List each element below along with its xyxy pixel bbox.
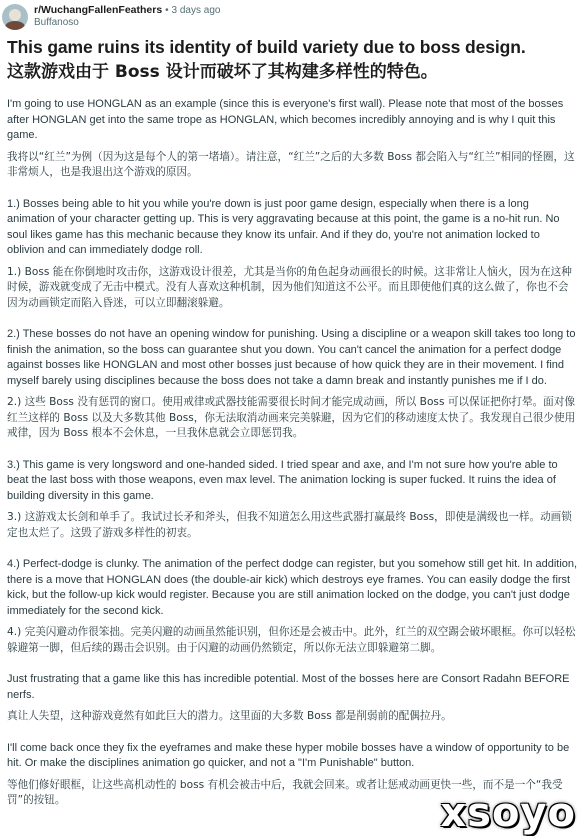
paragraph-point1-en: 1.) Bosses being able to hit you while you're down is just poor game design, especially when there is a long animation of your character getting up. This is very aggravating because at this point, the game is a no-hit run. No soul likes game has this mechanic because they know its unfair. And if they do, you're not animation locked to oblivion and can immediately dodge roll.: [7, 197, 560, 256]
paragraph-closing-zh: 等他们修好眼框，让这些高机动性的 boss 有机会被击中后，我就会回来。或者让惩戒动画更快一些，而不是一个“我受罚”的按钮。: [7, 778, 563, 806]
watermark: xsoyo: [440, 790, 576, 836]
paragraph-intro-en: I'm going to use HONGLAN as an example (since this is everyone's first wall). Please note that most of the bosses after HONGLAN get into the same trope as HONGLAN, which becomes incredibly annoying and is why I quit this game.: [7, 98, 564, 141]
paragraph-frustration-zh: 真让人失望，这种游戏竟然有如此巨大的潜力。这里面的大多数 Boss 都是削弱前的配偶拉丹。: [7, 710, 452, 722]
paragraph-closing-en: I'll come back once they fix the eyeframes and make these hyper mobile bosses have a window of opportunity to be hit. Or make the disciplines animation go quicker, and not a "I'm Punishable" button.: [7, 741, 570, 769]
paragraph-point2-en: 2.) These bosses do not have an opening window for punishing. Using a discipline or a weapon skill takes too long to finish the animation, so the boss can guarantee shut you down. You can't cancel the animation for a perfect dodge against bosses like HONGLAN and most other bosses just because of how quick they are in their movement. I find myself barely using disciplines because the boss does not take a damn break and instantly punishes me if I do.: [7, 328, 576, 387]
post-title-english[interactable]: This game ruins its identity of build variety due to boss design.: [7, 37, 526, 57]
post-body: [7, 97, 579, 809]
post-title-chinese[interactable]: 这款游戏由于 Boss 设计而破坏了其构建多样性的特色。: [7, 62, 438, 82]
post-age: 3 days ago: [171, 5, 221, 16]
paragraph-point1-zh: 1.) Boss 能在你倒地时攻击你，这游戏设计很差，尤其是当你的角色起身动画很长的时候。这非常让人恼火，因为在这种时候，游戏就变成了无击中模式。没有人喜欢这种机制，因为他们知道这不公平。而且即使他们真的这么做了，你也不会因为动画锁定而陷入昏迷，可以立即翻滚躲避。: [7, 265, 572, 309]
paragraph-point3-en: 3.) This game is very longsword and one-handed sided. I tried spear and axe, and I'm not sure how you're able to beat the last boss with those weapons, even max level. The animation locking is super fucked. It ruins the idea of building diversity in this game.: [7, 458, 558, 502]
paragraph-point4-zh: 4.) 完美闪避动作很笨拙。完美闪避的动画虽然能识别，但你还是会被击中。此外，红兰的双空踢会破坏眼框。你可以轻松躲避第一脚，但后续的踢击会识别。由于闪避的动画仍然锁定，所以你无法立即躲避第二脚。: [7, 626, 576, 654]
subreddit-avatar[interactable]: [2, 4, 28, 30]
post-header: [0, 0, 584, 30]
meta-separator: •: [165, 5, 169, 16]
paragraph-point2-zh: 2.) 这些 Boss 没有惩罚的窗口。使用戒律或武器技能需要很长时间才能完成动画，所以 Boss 可以保证把你打晕。面对像红兰这样的 Boss 以及大多数其他 Boss，你无法取消动画来完美躲避，因为它们的移动速度太快了。我发现自己很少使用戒律，因为 Boss 根本不会休息，一旦我休息就会立即惩罚我。: [7, 396, 576, 439]
paragraph-intro-zh: 我将以“红兰”为例（因为这是每个人的第一堵墙）。请注意，“红兰”之后的大多数 Boss 都会陷入与“红兰”相同的怪圈，这非常烦人，也是我退出这个游戏的原因。: [7, 150, 575, 178]
paragraph-frustration-en: Just frustrating that a game like this has incredible potential. Most of the bosses here are Consort Radahn BEFORE nerfs.: [7, 673, 570, 701]
paragraph-point3-zh: 3.) 这游戏太长剑和单手了。我试过长矛和斧头，但我不知道怎么用这些武器打赢最终 Boss，即使是满级也一样。动画锁定也太烂了。这毁了游戏多样性的初衷。: [7, 511, 572, 539]
subreddit-link[interactable]: r/WuchangFallenFeathers: [34, 4, 163, 16]
post-meta: [34, 4, 220, 29]
paragraph-point4-en: 4.) Perfect-dodge is clunky. The animation of the perfect dodge can register, but you somehow still get hit. In addition, there is a move that HONGLAN does (the double-air kick) which destroys eye frames. You can easily dodge the first kick, but the follow-up kick would register. Because you are still animation locked on the dodge, you can't just dodge immediately for the second kick.: [7, 558, 578, 617]
author-username[interactable]: Buffanoso: [34, 17, 79, 28]
